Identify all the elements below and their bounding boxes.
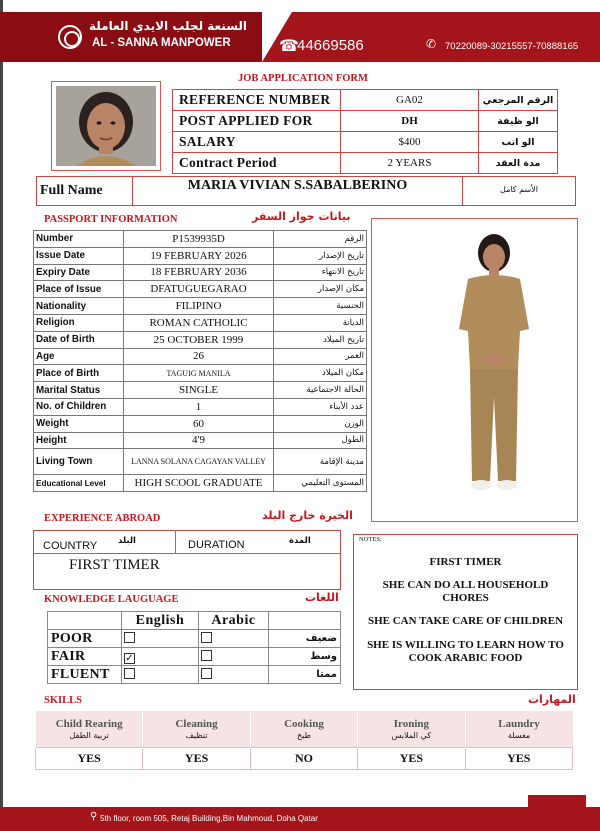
arabic-cell <box>198 666 268 684</box>
passport-label: Religion <box>34 314 124 331</box>
skill-name-arabic: مغسلة <box>507 730 531 740</box>
checkbox[interactable] <box>124 632 135 643</box>
job-label: REFERENCE NUMBER <box>173 90 341 111</box>
table-row <box>34 415 367 432</box>
table-row <box>48 612 341 630</box>
passport-label: Date of Birth <box>34 331 124 348</box>
location-pin-icon: ⚲ <box>90 811 98 822</box>
checkbox[interactable]: ✓ <box>125 652 134 664</box>
arabic-cell <box>198 630 268 648</box>
experience-section-title-arabic: الخبرة خارج البلد <box>262 509 353 522</box>
passport-value: 26 <box>124 348 274 365</box>
passport-value: 4'9 <box>124 432 274 449</box>
passport-label: Nationality <box>34 298 124 315</box>
country-label: COUNTRY <box>43 540 98 552</box>
skill-header <box>465 711 572 747</box>
skill-name-arabic: تربية الطفل <box>69 730 109 740</box>
passport-label: Place of Issue <box>34 281 124 298</box>
footer-address: 5th floor, room 505, Retaj Building,Bin Mahmoud, Doha Qatar <box>100 814 318 823</box>
checkbox[interactable] <box>201 650 212 661</box>
passport-value: FILIPINO <box>124 298 274 315</box>
language-section-title: KNOWLEDGE LAUGUAGE <box>44 594 179 605</box>
passport-value: P1539935D <box>124 231 274 248</box>
skill-name: Ironing <box>393 717 429 730</box>
skill-header <box>36 711 143 747</box>
table-row <box>34 298 367 315</box>
full-name-value: MARIA VIVIAN S.SABALBERINO <box>187 178 408 193</box>
level-label-arabic: وسط <box>269 648 341 666</box>
passport-label: Living Town <box>34 449 124 475</box>
brand-arabic: السنعة لجلب الايدي العاملة <box>88 19 248 33</box>
table-row <box>34 264 367 281</box>
divider <box>33 553 341 554</box>
passport-value: 25 OCTOBER 1999 <box>124 331 274 348</box>
skill-name: Child Rearing <box>55 717 123 730</box>
checkbox[interactable] <box>124 668 135 679</box>
passport-label: Height <box>34 432 124 449</box>
mobile-phone-icon: ✆ <box>426 37 437 51</box>
passport-label-arabic: المستوى التعليمي <box>274 475 367 492</box>
job-details-table <box>172 89 558 174</box>
skill-value: YES <box>143 747 250 769</box>
table-row <box>34 231 367 248</box>
skill-header <box>143 711 250 747</box>
note-line: SHE IS WILLING TO LEARN HOW TO COOK ARABIC FOOD <box>367 639 564 664</box>
mobile-numbers: 70220089-30215557-70888165 <box>445 41 579 52</box>
skill-name-arabic: كي الملابس <box>391 730 432 740</box>
company-logo-icon <box>58 25 82 49</box>
table-row <box>173 132 558 153</box>
table-row <box>34 475 367 492</box>
checkbox[interactable] <box>201 668 212 679</box>
passport-label-arabic: العمر <box>274 348 367 365</box>
level-label-arabic: ضعيف <box>269 630 341 648</box>
passport-label: Weight <box>34 415 124 432</box>
page-edge <box>0 0 3 831</box>
language-section-title-arabic: اللغات <box>305 591 339 604</box>
table-row <box>48 630 341 648</box>
passport-label-arabic: الرقم <box>274 231 367 248</box>
table-row <box>173 90 558 111</box>
column-header: Arabic <box>198 612 268 630</box>
skill-value: YES <box>358 747 465 769</box>
skill-header <box>358 711 465 747</box>
passport-label-arabic: تاريخ الانتهاء <box>274 264 367 281</box>
passport-value: HIGH SCOOL GRADUATE <box>124 475 274 492</box>
passport-value: ROMAN CATHOLIC <box>124 314 274 331</box>
level-label-arabic: ممتا <box>269 666 341 684</box>
table-row <box>173 153 558 174</box>
level-label: POOR <box>48 630 122 648</box>
english-cell <box>122 666 199 684</box>
face-photo <box>56 86 156 166</box>
form-title: JOB APPLICATION FORM <box>238 73 368 84</box>
job-label-arabic: مدة العقد <box>479 153 558 174</box>
column-header: English <box>122 612 199 630</box>
passport-section-title-arabic: بيانات جواز السفر <box>252 210 351 223</box>
passport-value: TAGUIG MANILA <box>124 365 274 382</box>
passport-value: DFATUGUEGARAO <box>124 281 274 298</box>
table-row <box>34 365 367 382</box>
telephone-icon: ☎ <box>279 36 299 55</box>
passport-label-arabic: الطول <box>274 432 367 449</box>
passport-value: SINGLE <box>124 382 274 399</box>
job-label: Contract Period <box>173 153 341 174</box>
country-label-arabic: البلد <box>118 536 136 546</box>
divider <box>175 530 176 553</box>
table-row <box>34 314 367 331</box>
brand-english: AL - SANNA MANPOWER <box>92 37 231 49</box>
passport-label: No. of Children <box>34 398 124 415</box>
full-name-label-arabic: الأسم كامل <box>500 185 538 194</box>
passport-value: 19 FEBRUARY 2026 <box>124 247 274 264</box>
passport-label-arabic: الديانة <box>274 314 367 331</box>
passport-label-arabic: تاريخ الميلاد <box>274 331 367 348</box>
full-name-label: Full Name <box>40 183 103 198</box>
job-value: $400 <box>341 132 479 153</box>
duration-label: DURATION <box>188 539 245 551</box>
job-value: DH <box>341 111 479 132</box>
passport-label-arabic: عدد الأبناء <box>274 398 367 415</box>
table-row <box>34 247 367 264</box>
experience-value: FIRST TIMER <box>69 557 160 573</box>
table-row <box>48 666 341 684</box>
english-cell <box>122 630 199 648</box>
table-row <box>34 398 367 415</box>
passport-value: 1 <box>124 398 274 415</box>
passport-value: 60 <box>124 415 274 432</box>
empty-cell <box>48 612 122 630</box>
full-body-photo <box>371 218 578 522</box>
passport-label: Educational Level <box>34 475 124 492</box>
note-line: SHE CAN DO ALL HOUSEHOLD CHORES <box>382 579 549 604</box>
notes-label: NOTES; <box>359 536 382 543</box>
table-row <box>36 711 573 747</box>
experience-section-title: EXPERIENCE ABROAD <box>44 513 161 524</box>
passport-table <box>33 230 367 492</box>
job-value: GA02 <box>341 90 479 111</box>
table-row <box>34 331 367 348</box>
passport-label-arabic: مدينة الإقامة <box>274 449 367 475</box>
language-table <box>47 611 341 684</box>
skill-name: Cooking <box>284 717 324 730</box>
passport-label: Age <box>34 348 124 365</box>
table-row <box>34 449 367 475</box>
passport-label-arabic: مكان الإصدار <box>274 281 367 298</box>
skill-value: YES <box>36 747 143 769</box>
passport-label-arabic: مكان الميلاد <box>274 365 367 382</box>
passport-label-arabic: الحالة الاجتماعية <box>274 382 367 399</box>
skill-name-arabic: طبخ <box>297 730 311 740</box>
job-label: SALARY <box>173 132 341 153</box>
skills-section-title-arabic: المهارات <box>528 693 576 706</box>
passport-label: Place of Birth <box>34 365 124 382</box>
job-value: 2 YEARS <box>341 153 479 174</box>
passport-label-arabic: تاريخ الإصدار <box>274 247 367 264</box>
empty-cell <box>269 612 341 630</box>
note-line: FIRST TIMER <box>429 556 502 568</box>
skills-section-title: SKILLS <box>44 695 82 706</box>
table-row <box>34 382 367 399</box>
job-label-arabic: الو ظيفة <box>479 111 558 132</box>
passport-label: Number <box>34 231 124 248</box>
passport-label-arabic: الجنسية <box>274 298 367 315</box>
table-row <box>34 432 367 449</box>
arabic-cell <box>198 648 268 666</box>
level-label: FAIR <box>48 648 122 666</box>
skill-value: YES <box>465 747 572 769</box>
skill-name: Laundry <box>498 717 540 730</box>
table-row <box>34 281 367 298</box>
table-row <box>36 747 573 769</box>
skills-table <box>35 711 573 770</box>
job-label-arabic: الرقم المرجعي <box>479 90 558 111</box>
english-cell <box>122 648 199 666</box>
skill-header <box>250 711 357 747</box>
passport-label: Expiry Date <box>34 264 124 281</box>
job-label: POST APPLIED FOR <box>173 111 341 132</box>
duration-label-arabic: المدة <box>289 536 311 546</box>
table-row <box>173 111 558 132</box>
note-line: SHE CAN TAKE CARE OF CHILDREN <box>367 615 564 627</box>
skill-name-arabic: تنظيف <box>185 730 208 740</box>
passport-value: 18 FEBRUARY 2036 <box>124 264 274 281</box>
passport-value: LANNA SOLANA CAGAYAN VALLEY <box>124 449 274 475</box>
passport-section-title: PASSPORT INFORMATION <box>44 214 178 225</box>
footer-accent <box>528 795 586 831</box>
phone-number: 44669586 <box>297 37 364 54</box>
skill-value: NO <box>250 747 357 769</box>
level-label: FLUENT <box>48 666 122 684</box>
table-row <box>48 648 341 666</box>
job-label-arabic: الو اتب <box>479 132 558 153</box>
passport-label: Issue Date <box>34 247 124 264</box>
table-row <box>34 348 367 365</box>
skill-name: Cleaning <box>175 717 218 730</box>
passport-label: Marital Status <box>34 382 124 399</box>
checkbox[interactable] <box>201 632 212 643</box>
passport-label-arabic: الوزن <box>274 415 367 432</box>
